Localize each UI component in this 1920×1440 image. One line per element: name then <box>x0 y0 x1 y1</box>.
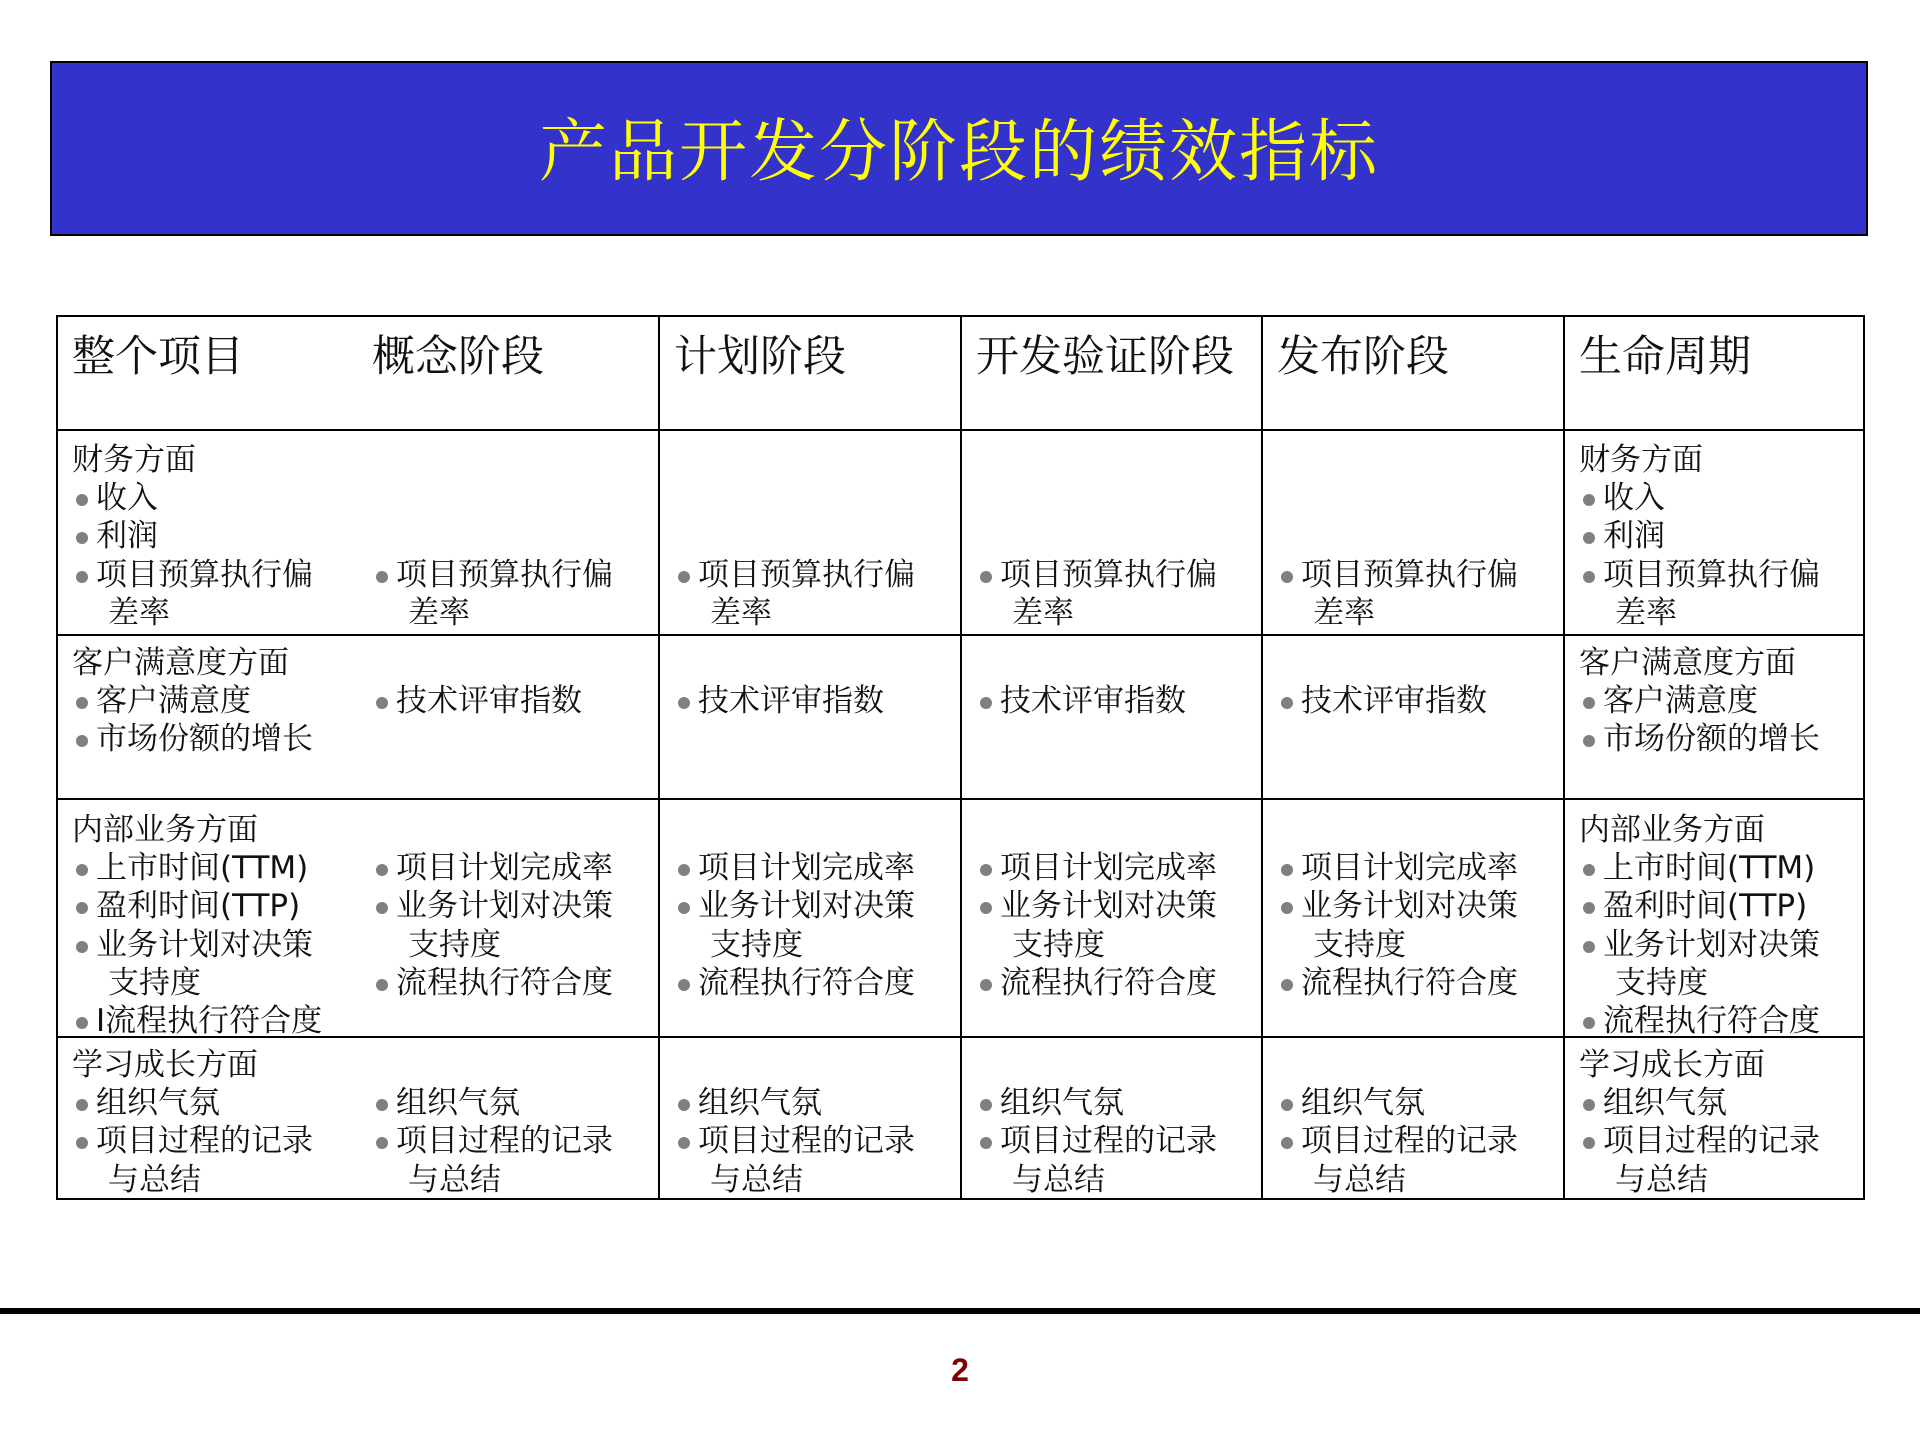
bullet-icon <box>76 864 88 876</box>
bullet-item <box>72 1084 358 1122</box>
bullet-item <box>72 849 358 887</box>
cell-lifecycle-row-2 <box>1565 636 1865 800</box>
bullet-icon <box>1583 1099 1595 1111</box>
bullet-item <box>976 682 1263 720</box>
cell-release-phase-row-2 <box>1263 636 1565 800</box>
cell-plan-phase-row-4 <box>660 1038 962 1200</box>
bullet-item <box>674 887 962 925</box>
cell-dev-verify-phase-row-2 <box>962 636 1263 800</box>
bullet-text: 技术评审指数 <box>396 683 582 720</box>
bullet-icon <box>376 979 388 991</box>
bullet-item <box>72 887 358 925</box>
bullet-text: 收入 <box>1603 480 1665 517</box>
bullet-text: 上市时间(TTM) <box>96 850 309 887</box>
category-label: 内部业务方面 <box>1579 812 1765 848</box>
cell-release-phase-row-1 <box>1263 431 1565 636</box>
bullet-item <box>674 964 962 1002</box>
bullet-icon <box>678 571 690 583</box>
bullet-icon <box>678 1137 690 1149</box>
bullet-icon <box>1281 979 1293 991</box>
bullet-text: 项目过程的记录 <box>698 1123 915 1160</box>
bullet-icon <box>980 697 992 709</box>
bullet-icon <box>1583 532 1595 544</box>
bullet-icon <box>76 902 88 914</box>
cell-release-phase-row-3 <box>1263 800 1565 1038</box>
cell-whole-project-row-4 <box>58 1038 358 1200</box>
bullet-icon <box>980 1137 992 1149</box>
cell-plan-phase-row-2 <box>660 636 962 800</box>
bullet-item <box>72 479 358 517</box>
bullet-item <box>372 556 660 594</box>
bullet-item <box>976 964 1263 1002</box>
bullet-icon <box>1583 494 1595 506</box>
bullet-item <box>1579 517 1865 555</box>
bullet-item <box>674 1122 962 1160</box>
bullet-continuation: 与总结 <box>108 1161 201 1198</box>
bullet-continuation: 支持度 <box>710 926 803 963</box>
bullet-continuation: 差率 <box>408 594 470 631</box>
bullet-icon <box>376 864 388 876</box>
bullet-text: 盈利时间(TTP) <box>1603 888 1808 925</box>
bullet-item <box>1579 682 1865 720</box>
bullet-icon <box>678 864 690 876</box>
bullet-text: 上市时间(TTM) <box>1603 850 1816 887</box>
bullet-icon <box>1583 1137 1595 1149</box>
bullet-icon <box>1583 1017 1595 1029</box>
bullet-continuation: 与总结 <box>710 1161 803 1198</box>
cell-dev-verify-phase-row-4 <box>962 1038 1263 1200</box>
bullet-icon <box>980 571 992 583</box>
bullet-item <box>1277 887 1565 925</box>
bullet-icon <box>1583 941 1595 953</box>
bullet-text: 业务计划对决策 <box>396 888 613 925</box>
bullet-icon <box>1281 864 1293 876</box>
bullet-icon <box>376 902 388 914</box>
bullet-icon <box>678 979 690 991</box>
bullet-icon <box>76 571 88 583</box>
bullet-item <box>1579 849 1865 887</box>
bullet-item <box>1579 1122 1865 1160</box>
cell-plan-phase-row-1 <box>660 431 962 636</box>
header-dev-verify-phase: 开发验证阶段 <box>976 332 1234 382</box>
bullet-icon <box>1281 902 1293 914</box>
cell-whole-project-row-2 <box>58 636 358 800</box>
bullet-text: I流程执行符合度 <box>96 1002 323 1039</box>
bullet-item <box>1579 1084 1865 1122</box>
bullet-item <box>976 556 1263 594</box>
bullet-text: 流程执行符合度 <box>1301 964 1518 1001</box>
bullet-item <box>72 682 358 720</box>
bullet-text: 项目过程的记录 <box>1603 1123 1820 1160</box>
bullet-item <box>1579 479 1865 517</box>
bullet-item <box>1579 887 1865 925</box>
bullet-text: 收入 <box>96 480 158 517</box>
bullet-icon <box>980 1099 992 1111</box>
bullet-icon <box>1281 1099 1293 1111</box>
cell-whole-project-row-1 <box>58 431 358 636</box>
cell-lifecycle-row-3 <box>1565 800 1865 1038</box>
bullet-text: 组织气氛 <box>1301 1085 1425 1122</box>
bullet-item <box>1277 1122 1565 1160</box>
bullet-icon <box>376 1137 388 1149</box>
bullet-text: 业务计划对决策 <box>1301 888 1518 925</box>
bullet-item <box>1579 556 1865 594</box>
bullet-text: 组织气氛 <box>96 1085 220 1122</box>
bullet-text: 项目预算执行偏 <box>96 556 313 593</box>
bullet-icon <box>1583 571 1595 583</box>
page-number: 2 <box>951 1352 969 1388</box>
bullet-text: 项目预算执行偏 <box>396 556 613 593</box>
bullet-text: 流程执行符合度 <box>1000 964 1217 1001</box>
bullet-icon <box>1583 697 1595 709</box>
bullet-continuation: 支持度 <box>1615 964 1708 1001</box>
cell-dev-verify-phase-row-3 <box>962 800 1263 1038</box>
bullet-text: 市场份额的增长 <box>1603 721 1820 758</box>
category-label: 学习成长方面 <box>1579 1047 1765 1083</box>
bullet-item <box>1579 926 1865 964</box>
bullet-text: 盈利时间(TTP) <box>96 888 301 925</box>
bullet-item <box>674 682 962 720</box>
bullet-continuation: 支持度 <box>108 964 201 1001</box>
bullet-item <box>1579 720 1865 758</box>
bullet-text: 流程执行符合度 <box>396 964 613 1001</box>
category-label: 客户满意度方面 <box>72 645 289 681</box>
bullet-item <box>976 1122 1263 1160</box>
bullet-continuation: 与总结 <box>1012 1161 1105 1198</box>
bullet-continuation: 支持度 <box>408 926 501 963</box>
header-whole-project: 整个项目 <box>72 332 244 382</box>
bullet-text: 流程执行符合度 <box>1603 1002 1820 1039</box>
bullet-text: 业务计划对决策 <box>1000 888 1217 925</box>
bullet-icon <box>1281 571 1293 583</box>
cell-plan-phase-row-3 <box>660 800 962 1038</box>
bullet-text: 项目预算执行偏 <box>1000 556 1217 593</box>
bullet-icon <box>376 571 388 583</box>
header-release-phase: 发布阶段 <box>1277 332 1449 382</box>
bullet-item <box>372 682 660 720</box>
bullet-item <box>72 1002 358 1040</box>
bullet-text: 项目过程的记录 <box>1301 1123 1518 1160</box>
bullet-text: 业务计划对决策 <box>698 888 915 925</box>
bullet-text: 客户满意度 <box>96 683 251 720</box>
bullet-text: 技术评审指数 <box>1301 683 1487 720</box>
bullet-text: 项目计划完成率 <box>1000 850 1217 887</box>
bullet-continuation: 与总结 <box>1313 1161 1406 1198</box>
header-concept-phase: 概念阶段 <box>372 332 544 382</box>
bullet-icon <box>678 902 690 914</box>
bullet-item <box>1277 849 1565 887</box>
bullet-icon <box>1281 697 1293 709</box>
cell-concept-phase-row-4 <box>358 1038 660 1200</box>
bullet-item <box>976 887 1263 925</box>
bullet-item <box>372 849 660 887</box>
bullet-item <box>1277 964 1565 1002</box>
cell-concept-phase-row-3 <box>358 800 660 1038</box>
bullet-continuation: 差率 <box>710 594 772 631</box>
bullet-text: 业务计划对决策 <box>1603 926 1820 963</box>
bullet-item <box>72 517 358 555</box>
bullet-text: 项目预算执行偏 <box>698 556 915 593</box>
bullet-item <box>72 926 358 964</box>
bullet-item <box>674 1084 962 1122</box>
bullet-icon <box>376 697 388 709</box>
header-lifecycle: 生命周期 <box>1579 332 1751 382</box>
bullet-text: 流程执行符合度 <box>698 964 915 1001</box>
cell-whole-project-row-3 <box>58 800 358 1038</box>
bullet-continuation: 差率 <box>108 594 170 631</box>
bullet-item <box>72 556 358 594</box>
cell-release-phase-row-4 <box>1263 1038 1565 1200</box>
bullet-continuation: 差率 <box>1313 594 1375 631</box>
bullet-text: 利润 <box>96 518 158 555</box>
bullet-icon <box>76 1017 88 1029</box>
bullet-continuation: 差率 <box>1615 594 1677 631</box>
cell-dev-verify-phase-row-1 <box>962 431 1263 636</box>
cell-lifecycle-row-4 <box>1565 1038 1865 1200</box>
bullet-text: 项目过程的记录 <box>1000 1123 1217 1160</box>
bullet-text: 项目计划完成率 <box>396 850 613 887</box>
bullet-icon <box>76 735 88 747</box>
bullet-item <box>72 1122 358 1160</box>
bullet-item <box>372 887 660 925</box>
bullet-item <box>372 1122 660 1160</box>
bullet-icon <box>76 494 88 506</box>
bullet-item <box>1277 1084 1565 1122</box>
bullet-text: 组织气氛 <box>396 1085 520 1122</box>
bullet-text: 项目过程的记录 <box>396 1123 613 1160</box>
bullet-continuation: 差率 <box>1012 594 1074 631</box>
bullet-item <box>976 1084 1263 1122</box>
bullet-continuation: 支持度 <box>1313 926 1406 963</box>
bullet-icon <box>980 979 992 991</box>
bullet-text: 项目预算执行偏 <box>1301 556 1518 593</box>
bullet-icon <box>678 1099 690 1111</box>
bullet-icon <box>1583 735 1595 747</box>
category-label: 内部业务方面 <box>72 812 258 848</box>
bullet-text: 技术评审指数 <box>698 683 884 720</box>
bullet-item <box>674 849 962 887</box>
bullet-text: 市场份额的增长 <box>96 721 313 758</box>
bullet-icon <box>76 532 88 544</box>
bullet-item <box>976 849 1263 887</box>
bullet-continuation: 支持度 <box>1012 926 1105 963</box>
bullet-item <box>1579 1002 1865 1040</box>
page-title: 产品开发分阶段的绩效指标 <box>538 113 1379 192</box>
bullet-text: 利润 <box>1603 518 1665 555</box>
bullet-text: 组织气氛 <box>1603 1085 1727 1122</box>
category-label: 财务方面 <box>1579 442 1703 478</box>
category-label: 学习成长方面 <box>72 1047 258 1083</box>
bullet-icon <box>980 902 992 914</box>
bullet-item <box>72 720 358 758</box>
bullet-item <box>1277 682 1565 720</box>
cell-concept-phase-row-1 <box>358 431 660 636</box>
category-label: 客户满意度方面 <box>1579 645 1796 681</box>
bullet-item <box>1277 556 1565 594</box>
bullet-icon <box>1583 902 1595 914</box>
bullet-icon <box>1583 864 1595 876</box>
bullet-icon <box>980 864 992 876</box>
bullet-icon <box>376 1099 388 1111</box>
bullet-text: 项目过程的记录 <box>96 1123 313 1160</box>
bullet-text: 业务计划对决策 <box>96 926 313 963</box>
cell-concept-phase-row-2 <box>358 636 660 800</box>
bullet-text: 项目预算执行偏 <box>1603 556 1820 593</box>
title-banner <box>50 61 1868 236</box>
category-label: 财务方面 <box>72 442 196 478</box>
bullet-icon <box>76 1099 88 1111</box>
bullet-text: 客户满意度 <box>1603 683 1758 720</box>
bullet-icon <box>1281 1137 1293 1149</box>
bullet-text: 组织气氛 <box>1000 1085 1124 1122</box>
bullet-item <box>674 556 962 594</box>
header-plan-phase: 计划阶段 <box>674 332 846 382</box>
cell-lifecycle-row-1 <box>1565 431 1865 636</box>
bullet-icon <box>76 1137 88 1149</box>
bullet-text: 组织气氛 <box>698 1085 822 1122</box>
bullet-item <box>372 964 660 1002</box>
bullet-text: 项目计划完成率 <box>1301 850 1518 887</box>
bullet-item <box>372 1084 660 1122</box>
bullet-text: 技术评审指数 <box>1000 683 1186 720</box>
footer-divider <box>0 1308 1920 1314</box>
bullet-icon <box>678 697 690 709</box>
bullet-text: 项目计划完成率 <box>698 850 915 887</box>
bullet-icon <box>76 697 88 709</box>
kpi-table <box>56 315 1865 1200</box>
bullet-icon <box>76 941 88 953</box>
bullet-continuation: 与总结 <box>1615 1161 1708 1198</box>
bullet-continuation: 与总结 <box>408 1161 501 1198</box>
